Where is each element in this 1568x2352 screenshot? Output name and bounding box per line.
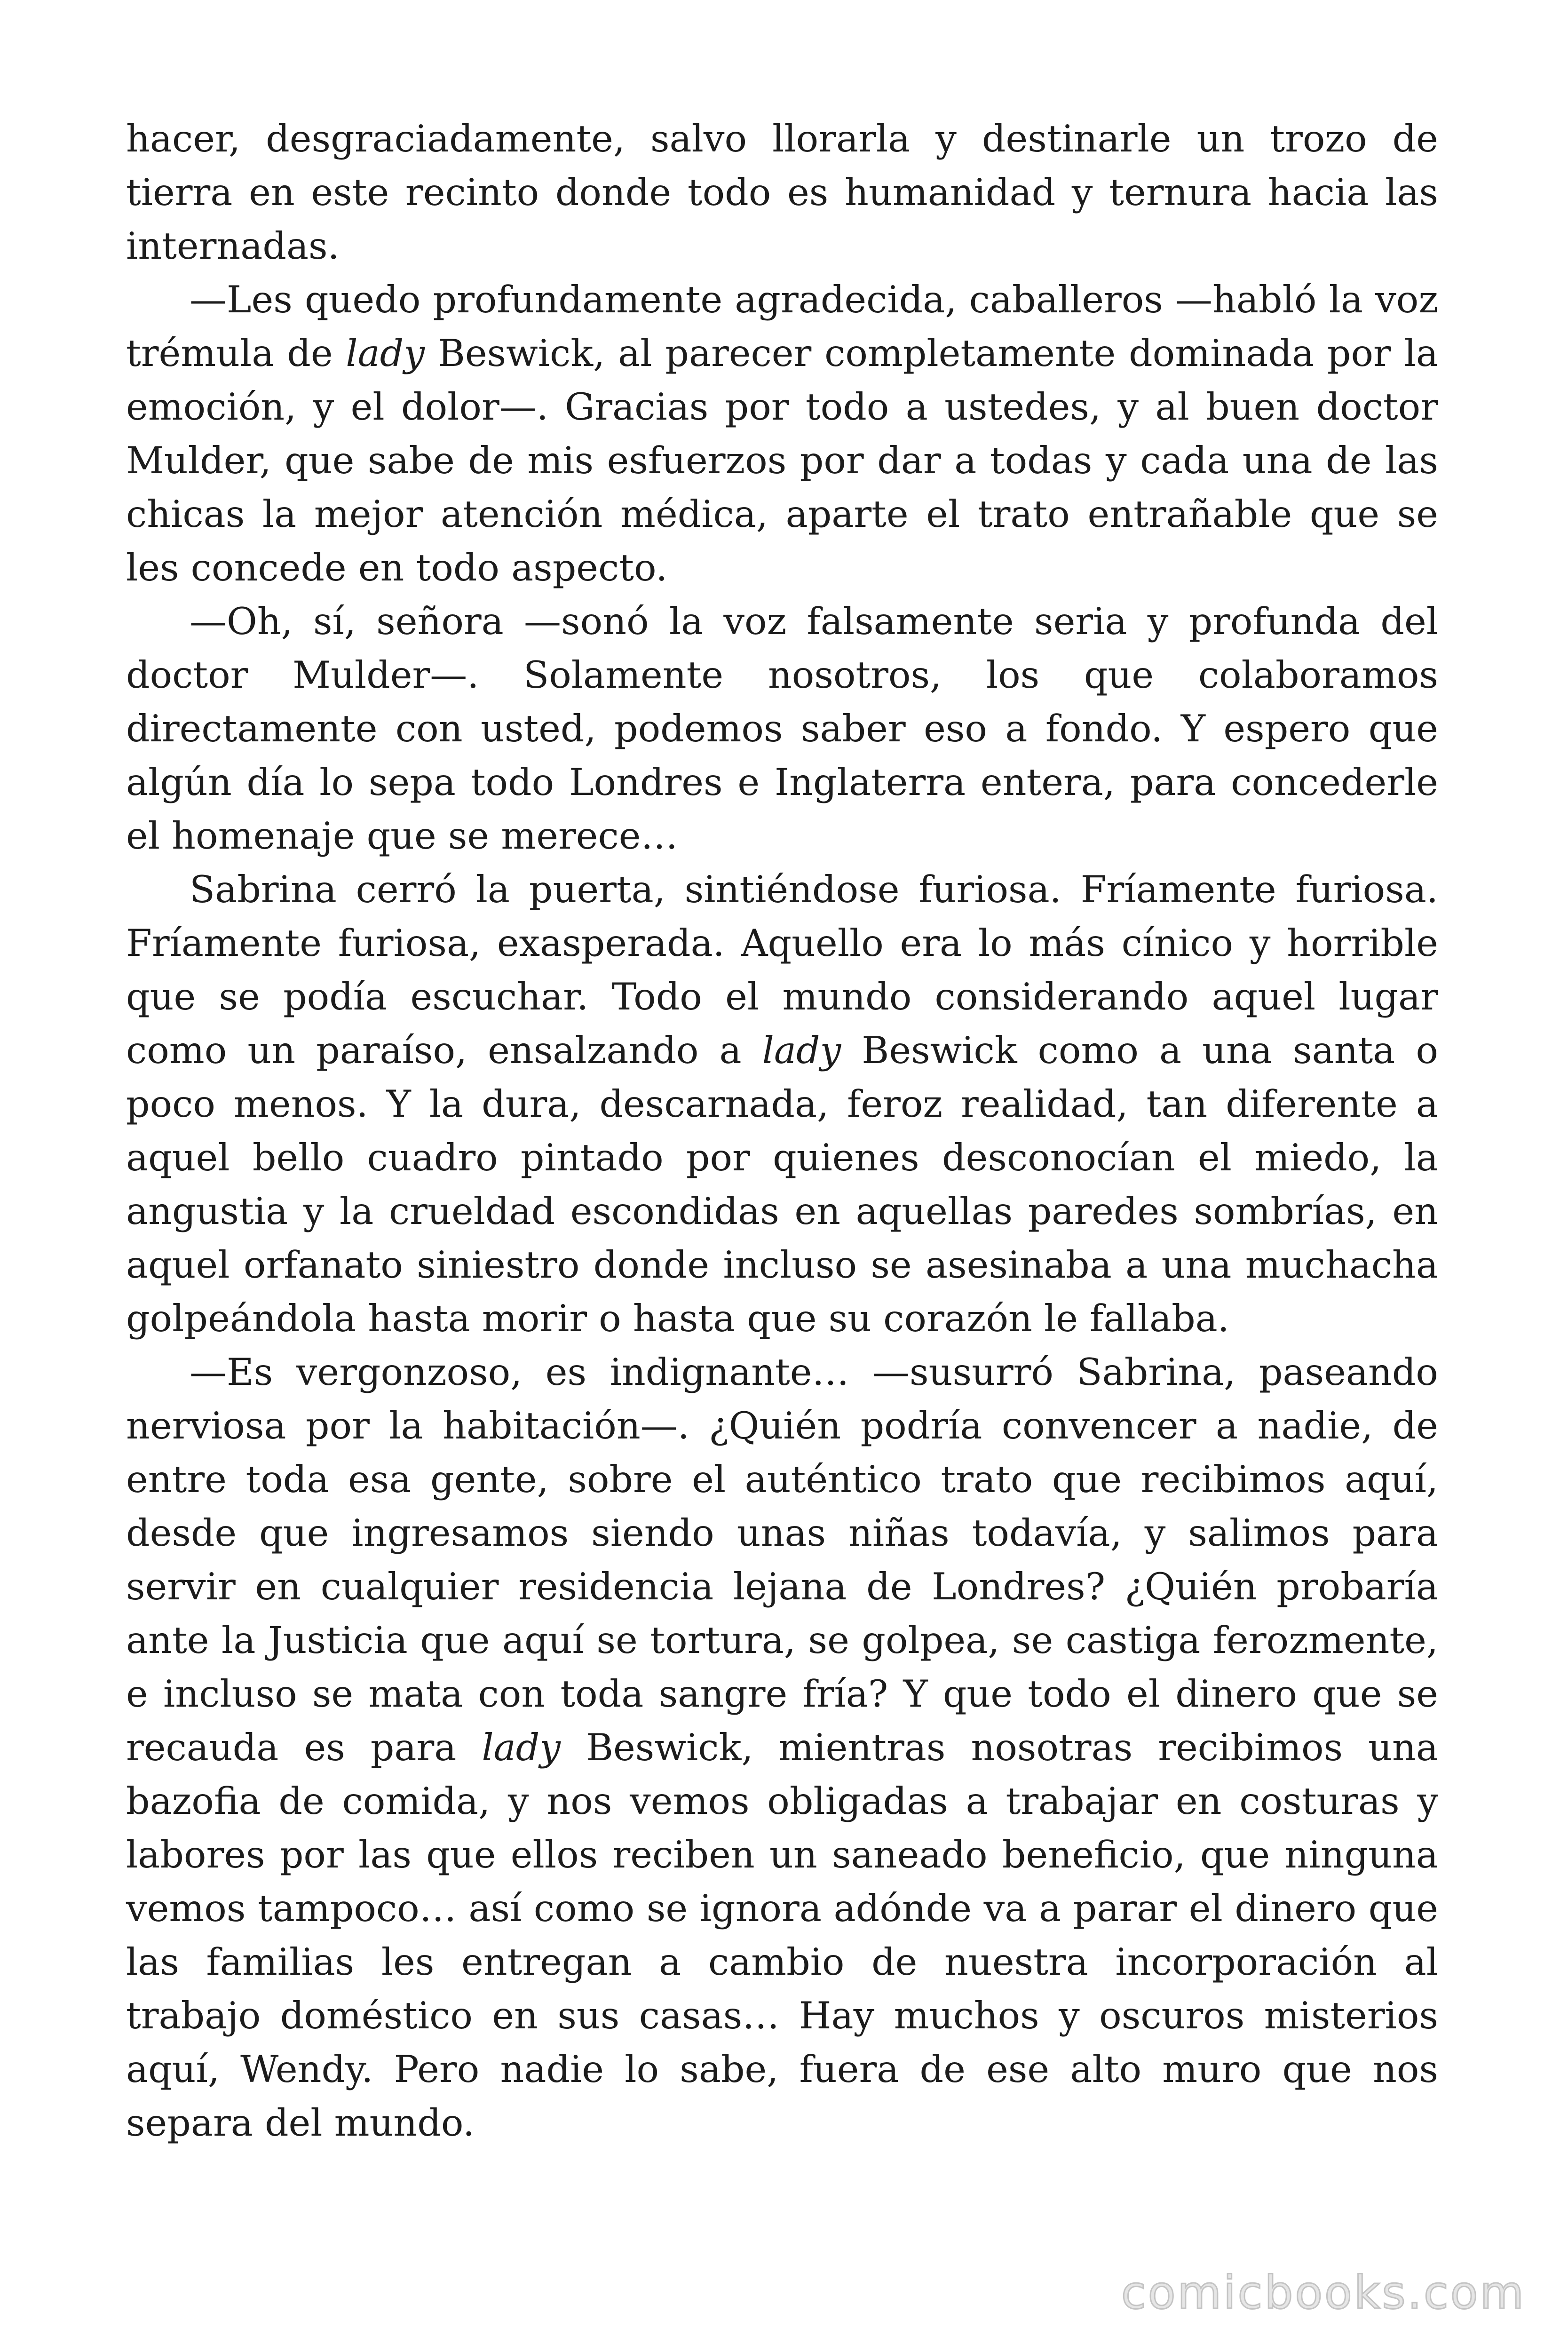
paragraph-4-italic-lady: lady [762,1029,841,1072]
paragraph-5-text-a: —Es vergonzoso, es indignante… —susurró Sabrina, paseando nerviosa por la habitación—. ¿Quién podría convencer a nadie, de entre toda esa gente, sobre el auténtico trato que recibimos aquí, desde que ingresamos siendo unas niñas todavía, y salimos para servir en cualquier residencia lejana de Londres? ¿Quién probaría ante la Justicia que aquí se tortura, se golpea, se castiga ferozmente, e incluso se mata con toda sangre fría? Y que todo el dinero que se recauda es para [126,1351,1438,1769]
paragraph-3 [126,595,1438,863]
paragraph-2-text-b: Beswick, al parecer completamente dominada por la emoción, y el dolor—. Gracias por todo a ustedes, y al buen doctor Mulder, que sabe de mis esfuerzos por dar a todas y cada una de las chicas la mejor atención médica, aparte el trato entrañable que se les concede en todo aspecto. [126,332,1438,589]
paragraph-2-italic-lady: lady [346,332,425,375]
paragraph-2-text-a: —Les quedo profundamente agradecida, caballeros —habló la voz trémula de [126,278,1438,375]
paragraph-4 [126,863,1438,1345]
paragraph-4-text-b: Beswick como a una santa o poco menos. Y la dura, descarnada, feroz realidad, tan diferente a aquel bello cuadro pintado por quienes desconocían el miedo, la angustia y la crueldad escondidas en aquellas paredes sombrías, en aquel orfanato siniestro donde incluso se asesinaba a una muchacha golpeándola hasta morir o hasta que su corazón le fallaba. [126,1029,1439,1340]
paragraph-3-text: —Oh, sí, señora —sonó la voz falsamente seria y profunda del doctor Mulder—. Solamente nosotros, los que colaboramos directamente con usted, podemos saber eso a fondo. Y espero que algún día lo sepa todo Londres e Inglaterra entera, para concederle el homenaje que se merece… [126,600,1438,858]
watermark-logo: comicbooks.com [1121,2266,1526,2319]
paragraph-1-text: hacer, desgraciadamente, salvo llorarla y destinarle un trozo de tierra en este recinto donde todo es humanidad y ternura hacia las internadas. [126,117,1438,268]
paragraph-2 [126,273,1438,595]
paragraph-4-text-a: Sabrina cerró la puerta, sintiéndose furiosa. Fríamente furiosa. Fríamente furiosa, exasperada. Aquello era lo más cínico y horrible que se podía escuchar. Todo el mundo considerando aquel lugar como un paraíso, ensalzando a [126,868,1438,1072]
paragraph-5 [126,1345,1438,2150]
paragraph-5-text-b: Beswick, mientras nosotras recibimos una bazofia de comida, y nos vemos obligadas a trabajar en costuras y labores por las que ellos reciben un saneado beneficio, que ninguna vemos tampoco… así como se ignora adónde va a parar el dinero que las familias les entregan a cambio de nuestra incorporación al trabajo doméstico en sus casas… Hay muchos y oscuros misterios aquí, Wendy. Pero nadie lo sabe, fuera de ese alto muro que nos separa del mundo. [126,1726,1438,2145]
body-text [126,112,1438,2150]
paragraph-1 [126,112,1438,273]
paragraph-5-italic-lady: lady [482,1726,561,1769]
